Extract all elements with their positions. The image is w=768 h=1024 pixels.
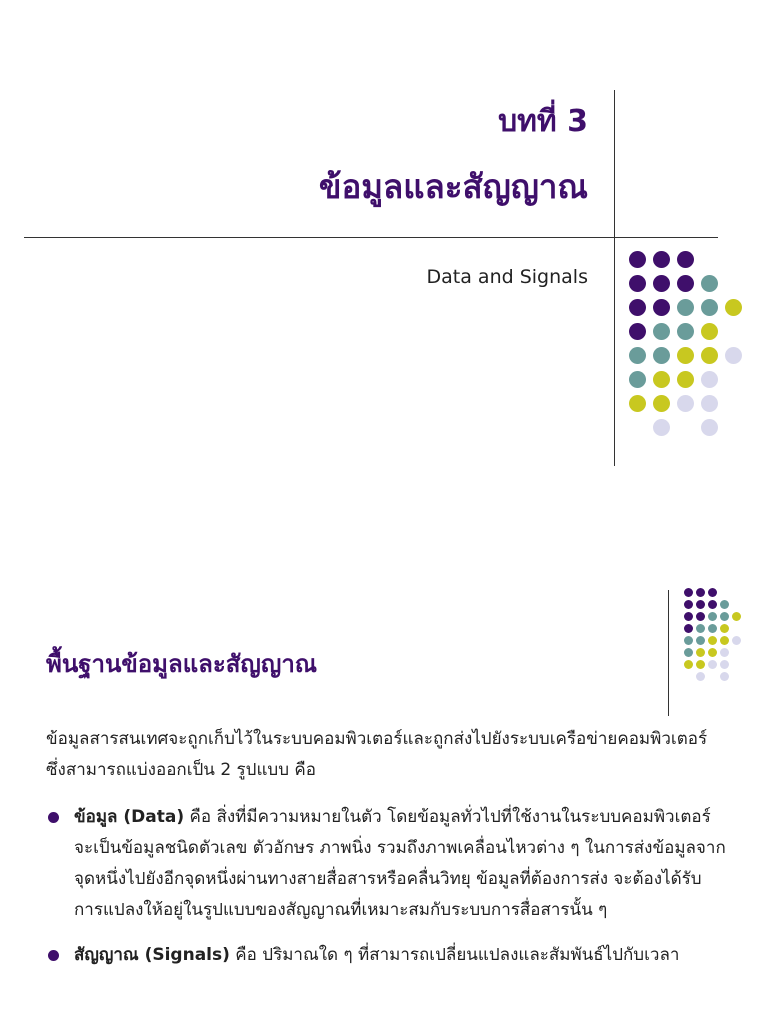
decorative-dot [677, 275, 694, 292]
decorative-dot [653, 275, 670, 292]
decorative-dot [732, 636, 741, 645]
bullet-data [46, 802, 726, 926]
bullet-term: สัญญาณ (Signals) [74, 945, 230, 965]
section-heading: พื้นฐานข้อมูลและสัญญาณ [46, 650, 318, 678]
decorative-dot [708, 588, 717, 597]
bullet-list [46, 802, 726, 985]
decorative-dot [732, 612, 741, 621]
decorative-dot [653, 323, 670, 340]
decorative-dot [725, 299, 742, 316]
chapter-title: บทที่ 3 [498, 104, 588, 139]
decorative-dot [629, 347, 646, 364]
bullet-text: คือ ปริมาณใด ๆ ที่สามารถเปลี่ยนแปลงและสัมพันธ์ไปกับเวลา [229, 945, 680, 965]
decorative-dot [720, 636, 729, 645]
decorative-dot [701, 323, 718, 340]
vertical-divider [614, 90, 615, 466]
chapter-subtitle-thai: ข้อมูลและสัญญาณ [318, 167, 588, 206]
decorative-dot [677, 347, 694, 364]
decorative-dot [684, 648, 693, 657]
decorative-dot [677, 299, 694, 316]
decorative-dot [696, 636, 705, 645]
decorative-dot [701, 299, 718, 316]
decorative-dot [696, 624, 705, 633]
decorative-dot [701, 347, 718, 364]
decorative-dot [653, 299, 670, 316]
decorative-dot [701, 395, 718, 412]
decorative-dot [684, 600, 693, 609]
decorative-dot [701, 419, 718, 436]
decorative-dot [708, 612, 717, 621]
decorative-dot [696, 588, 705, 597]
decorative-dot [708, 624, 717, 633]
decorative-dot [701, 371, 718, 388]
decorative-dot [629, 251, 646, 268]
decorative-dot [629, 323, 646, 340]
decorative-dot [696, 600, 705, 609]
bullet-icon [48, 812, 59, 823]
decorative-dot [684, 660, 693, 669]
decorative-dot [677, 395, 694, 412]
decorative-dot [720, 624, 729, 633]
decorative-dot [696, 660, 705, 669]
decorative-dot [720, 600, 729, 609]
decorative-dot [701, 275, 718, 292]
decorative-dot [653, 347, 670, 364]
decorative-dot [653, 419, 670, 436]
decorative-dot [629, 299, 646, 316]
decorative-dot [708, 636, 717, 645]
decorative-dot [720, 660, 729, 669]
intro-paragraph: ข้อมูลสารสนเทศจะถูกเก็บไว้ในระบบคอมพิวเตอร์และถูกส่งไปยังระบบเครือข่ายคอมพิวเตอร์ ซึ่งสามารถแบ่งออกเป็น 2 รูปแบบ คือ [46, 729, 708, 780]
decorative-dot [684, 588, 693, 597]
decorative-dot [684, 612, 693, 621]
content-slide [0, 512, 768, 1024]
decorative-dot [696, 612, 705, 621]
decorative-dot [653, 395, 670, 412]
decorative-dot [708, 600, 717, 609]
decorative-dot [684, 624, 693, 633]
decorative-dot [653, 371, 670, 388]
decorative-dot [629, 275, 646, 292]
decorative-dot [696, 648, 705, 657]
bullet-icon [48, 950, 59, 961]
bullet-term: ข้อมูล (Data) [74, 807, 185, 827]
decorative-dot [720, 672, 729, 681]
decorative-dot [653, 251, 670, 268]
chapter-subtitle-english: Data and Signals [426, 266, 588, 288]
decorative-dot [629, 371, 646, 388]
decorative-dot [720, 648, 729, 657]
decorative-dot [708, 648, 717, 657]
decorative-dot [677, 323, 694, 340]
decorative-dot [708, 660, 717, 669]
bullet-text: คือ สิ่งที่มีความหมายในตัว โดยข้อมูลทั่วไปที่ใช้งานในระบบคอมพิวเตอร์ จะเป็นข้อมูลชนิดตัวเลข ตัวอักษร ภาพนิ่ง รวมถึงภาพเคลื่อนไหวต่าง ๆ ในการส่งข้อมูลจากจุดหนึ่งไปยังอีกจุดหนึ่งผ่านทางสายสื่อสารหรือคลื่นวิทยุ ข้อมูลที่ต้องการส่ง จะต้องได้รับการแปลงให้อยู่ในรูปแบบของสัญญาณที่เหมาะสมกับระบบการสื่อสารนั้น ๆ [74, 807, 726, 920]
decorative-dot [684, 636, 693, 645]
decorative-dot [696, 672, 705, 681]
decorative-dot [677, 371, 694, 388]
vertical-divider-small [668, 590, 669, 716]
bullet-signals [46, 940, 726, 971]
decorative-dot [725, 347, 742, 364]
decorative-dot [629, 395, 646, 412]
decorative-dot [677, 251, 694, 268]
decorative-dot [720, 612, 729, 621]
